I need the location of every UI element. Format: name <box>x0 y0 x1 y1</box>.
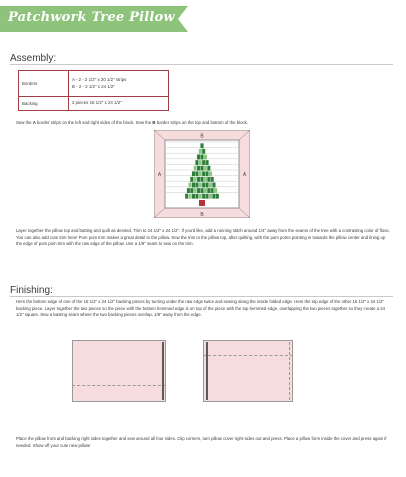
tree-patch <box>190 177 193 182</box>
assembly-heading: Assembly: <box>10 53 57 64</box>
tree-patch <box>202 160 205 165</box>
tree-patch <box>207 188 210 193</box>
tree-patch <box>195 194 198 199</box>
tree-patch <box>211 177 214 182</box>
tree-patch <box>205 160 208 165</box>
tree-patch <box>204 154 207 159</box>
tree-trunk <box>199 200 205 206</box>
backing-piece-right <box>203 340 293 402</box>
instruction-bold-b: B <box>152 120 156 125</box>
finishing-heading: Finishing: <box>10 285 53 296</box>
tree-patch <box>192 194 195 199</box>
tree-patch <box>204 188 207 193</box>
pillow-top-diagram <box>154 130 250 218</box>
tree-patch <box>209 182 212 187</box>
cell-line: A - 2 - 2 1/2" x 20 1/2" strips <box>72 77 127 82</box>
tree-patch <box>195 171 198 176</box>
tree-patch <box>188 194 191 199</box>
tree-patch <box>212 182 215 187</box>
tree-patch <box>192 182 195 187</box>
backing-piece-left <box>72 340 166 402</box>
tree-patch <box>194 177 197 182</box>
tree-patch <box>202 182 205 187</box>
table-cell-label: Borders <box>19 71 69 97</box>
table-cell-value <box>69 71 169 97</box>
tree-patch <box>204 166 207 171</box>
tree-patch <box>200 177 203 182</box>
tree-patch <box>194 188 197 193</box>
tree-patch <box>200 166 203 171</box>
tree-patch <box>197 188 200 193</box>
instruction-text: border strips on the top and bottom of the block. <box>155 120 248 125</box>
quilting-instructions: Layer together the pillow top and batting and quilt as desired. Trim to 24 1/2" x 24 1/2". If you'd like, add a running stitch around 1/4" away from the seams of the tree with a contrasting color of floss. You can also add cute trim here! Pom pom trim makes a great detail to the pillow. Sew the trim to the pillow top, after quilting, with the pom poms pointing in towards the pillow center and lining up the edge of pom pom trim with the raw edge of the pillow. Use a 1/8" seam to sew on the trim. <box>16 228 390 247</box>
tree-patch <box>199 182 202 187</box>
overlap-edge <box>162 342 164 400</box>
tree-patch <box>200 188 203 193</box>
tree-patch <box>211 188 214 193</box>
closing-instructions: Place the pillow front and backing right sides together and sew around all four sides. Clip corners, turn pillow cover right sides out and press. Place a pillow form inside the cover and press again if needed. Show off your cute new pillow! <box>16 436 387 448</box>
title-banner <box>0 6 188 32</box>
tree-patch <box>199 160 202 165</box>
tree-patch <box>194 166 197 171</box>
tree-patch <box>204 177 207 182</box>
tree-patch <box>199 171 202 176</box>
tree-patch <box>195 160 198 165</box>
tree-patch <box>195 182 198 187</box>
tree-patch <box>205 182 208 187</box>
tree-patch <box>190 188 193 193</box>
tree-patch <box>202 171 205 176</box>
instruction-text: border strips on the left and right sides of the block. Sew the <box>35 120 153 125</box>
tree-patch <box>209 194 212 199</box>
assembly-divider <box>10 64 393 65</box>
tree-patch <box>199 149 202 154</box>
border-label-top: B <box>200 133 204 140</box>
finishing-instructions: Hem the bottom edge of one of the 16 1/2" x 24 1/2" backing pieces by turning under the raw edge twice and sewing along the inside folded edge. Hem the top edge of the other 16 1/2" x 24 1/2" backing piece. Layer together the two pieces so the piece with the bottom hemmed edge is on top of the piece with the top hemmed edge, overlapping the two pieces together so they create a 24 1/2" square. Sew a basting seam where the two backing pieces overlap, 1/8" away from the edge. <box>16 299 386 318</box>
tree-patch <box>207 166 210 171</box>
cutting-table <box>18 70 169 111</box>
tree-patch <box>200 154 203 159</box>
hem-line <box>203 355 293 356</box>
table-row <box>19 71 169 97</box>
tree-patch <box>188 182 191 187</box>
tree-patch <box>207 177 210 182</box>
tree-patch <box>212 194 215 199</box>
tree-patch <box>202 149 205 154</box>
instruction-bold-a: A <box>32 120 36 125</box>
tree-patch <box>187 188 190 193</box>
tree-patch <box>197 177 200 182</box>
tree-patch <box>202 194 205 199</box>
border-label-bottom: B <box>200 212 204 218</box>
hem-line <box>72 385 166 386</box>
table-cell-value <box>69 97 169 111</box>
tree-patch <box>192 171 195 176</box>
cell-line: B - 2 - 2 1/2" x 24 1/2" <box>72 83 115 89</box>
tree-patch <box>200 143 203 148</box>
tree-patch <box>197 154 200 159</box>
tree-patch <box>185 194 188 199</box>
border-label-left: A <box>157 172 162 178</box>
cell-line: 2 pieces 16 1/2" x 24 1/2" <box>72 100 122 106</box>
overlap-edge <box>206 342 208 400</box>
page-title: Patchwork Tree Pillow <box>8 10 175 25</box>
tree-patch <box>209 171 212 176</box>
border-label-right: A <box>242 172 247 178</box>
finishing-divider <box>10 296 393 297</box>
tree-patch <box>214 188 217 193</box>
table-row <box>19 97 169 111</box>
tree-patch <box>205 171 208 176</box>
border-instructions <box>16 120 392 127</box>
tree-patch <box>205 194 208 199</box>
basting-line <box>289 342 290 400</box>
table-cell-label: Backing <box>19 97 69 111</box>
tree-patch <box>216 194 219 199</box>
tree-patch <box>199 194 202 199</box>
instruction-text: Sew the <box>16 120 33 125</box>
tree-patch <box>197 166 200 171</box>
